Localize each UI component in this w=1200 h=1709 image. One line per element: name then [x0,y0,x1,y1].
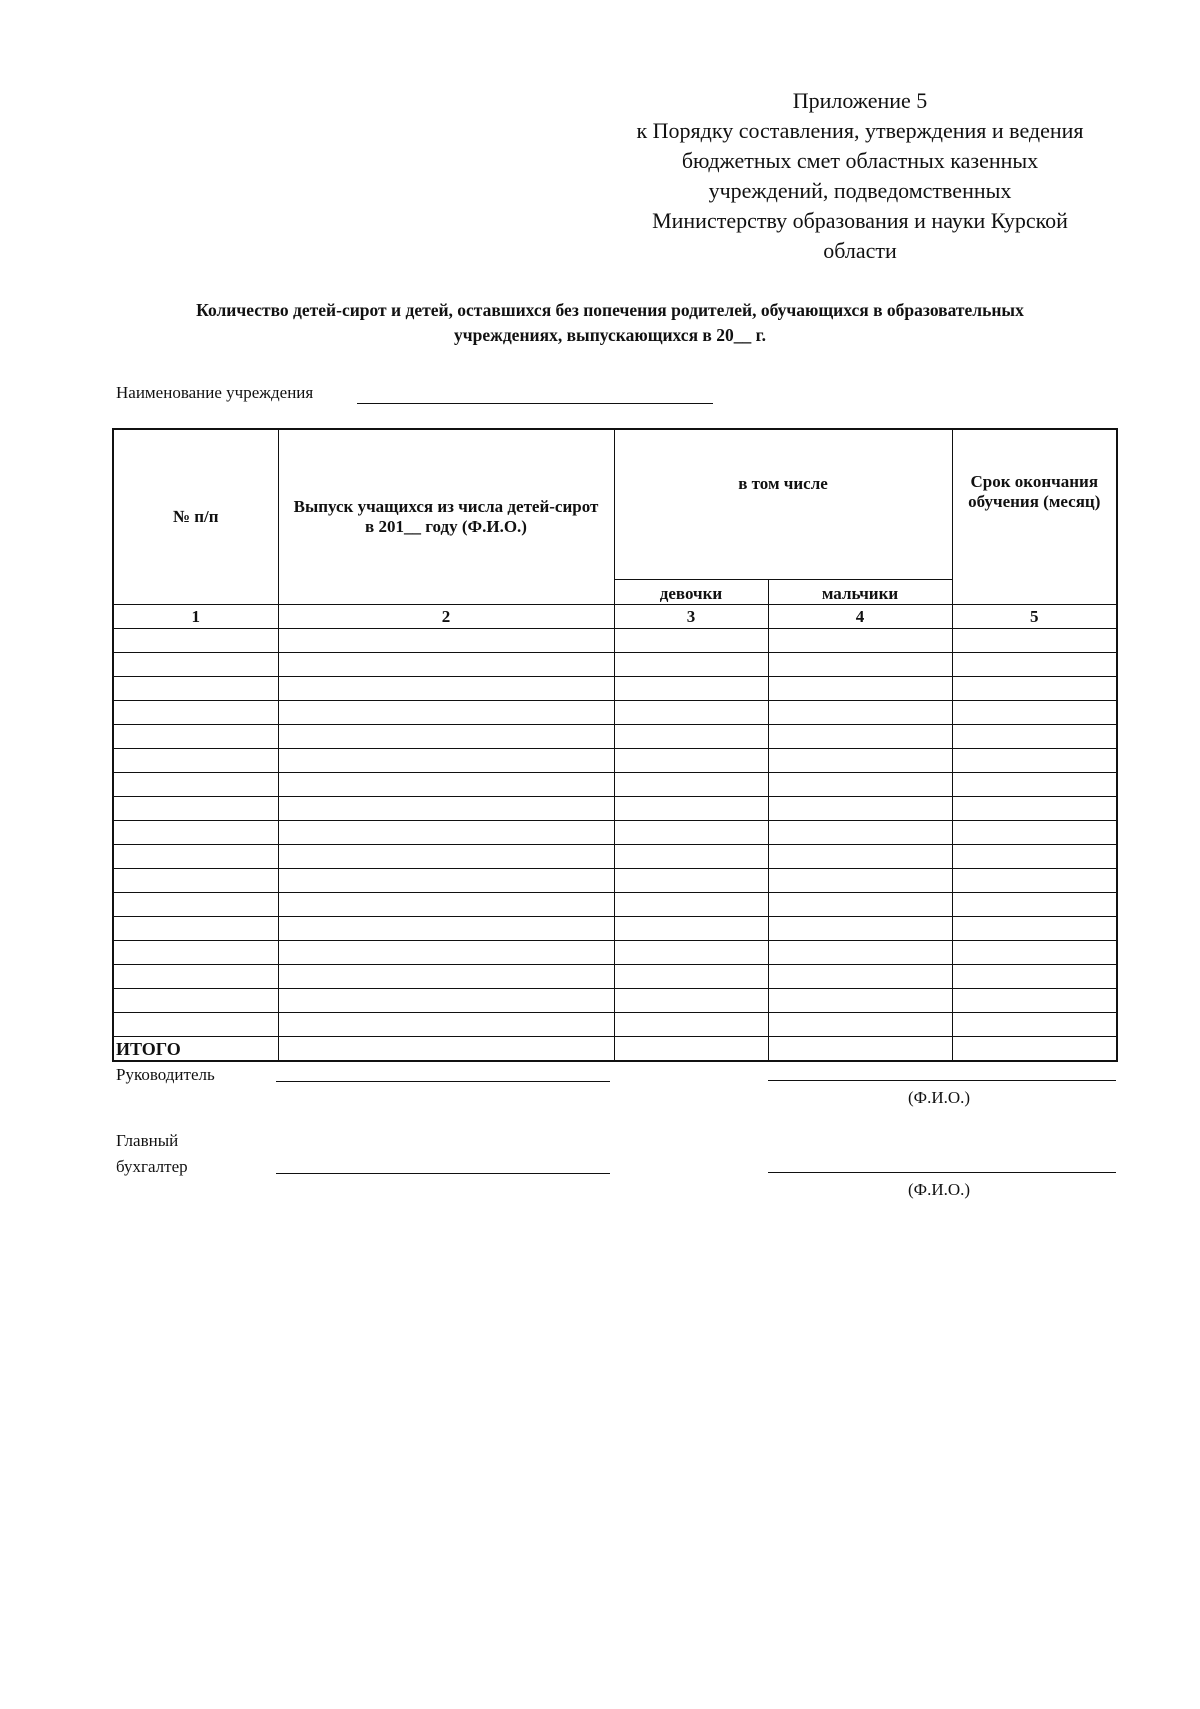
cell-graduate[interactable] [278,725,614,749]
cell-boys[interactable] [768,893,952,917]
header-graduates: Выпуск учащихся из числа детей-сирот в 201__ году (Ф.И.О.) [278,429,614,605]
cell-graduate[interactable] [278,917,614,941]
cell-girls[interactable] [614,1013,768,1037]
table-row [113,965,1117,989]
header-term: Срок окончания обучения (месяц) [952,429,1117,605]
appendix-line: учреждений, подведомственных [708,178,1012,203]
table-row [113,821,1117,845]
cell-girls[interactable] [614,869,768,893]
cell-boys[interactable] [768,917,952,941]
cell-girls[interactable] [614,941,768,965]
cell-graduate[interactable] [278,653,614,677]
cell-girls[interactable] [614,773,768,797]
cell-num[interactable] [113,701,278,725]
total-term[interactable] [952,1037,1117,1062]
cell-boys[interactable] [768,677,952,701]
column-number: 1 [113,605,278,629]
appendix-line: к Порядку составления, утверждения и ведения [636,118,1084,143]
table-row [113,653,1117,677]
cell-num[interactable] [113,749,278,773]
table-row [113,989,1117,1013]
cell-girls[interactable] [614,845,768,869]
total-row [113,1037,1117,1062]
cell-term[interactable] [952,965,1117,989]
table-row [113,725,1117,749]
document-title [120,298,1100,348]
cell-graduate[interactable] [278,749,614,773]
cell-graduate[interactable] [278,701,614,725]
cell-boys[interactable] [768,653,952,677]
cell-boys[interactable] [768,989,952,1013]
document-title-line-2: учреждениях, выпускающихся в 20__ г. [454,325,766,345]
cell-num[interactable] [113,629,278,653]
cell-term[interactable] [952,749,1117,773]
cell-term[interactable] [952,989,1117,1013]
cell-term[interactable] [952,845,1117,869]
cell-graduate[interactable] [278,845,614,869]
table-row [113,1013,1117,1037]
column-number: 2 [278,605,614,629]
cell-boys[interactable] [768,749,952,773]
header-including: в том числе [614,429,952,580]
column-number: 5 [952,605,1117,629]
table-row [113,629,1117,653]
cell-term[interactable] [952,941,1117,965]
header-girls: девочки [614,580,768,605]
cell-graduate[interactable] [278,965,614,989]
cell-boys[interactable] [768,1013,952,1037]
cell-num[interactable] [113,917,278,941]
total-girls[interactable] [614,1037,768,1062]
cell-boys[interactable] [768,821,952,845]
cell-graduate[interactable] [278,677,614,701]
cell-graduate[interactable] [278,773,614,797]
cell-num[interactable] [113,725,278,749]
institution-label: Наименование учреждения [116,383,314,402]
appendix-header [600,86,1120,266]
cell-boys[interactable] [768,725,952,749]
total-boys[interactable] [768,1037,952,1062]
table-row [113,917,1117,941]
cell-num[interactable] [113,869,278,893]
table-row [113,869,1117,893]
head-signature-line[interactable] [276,1081,610,1082]
cell-term[interactable] [952,797,1117,821]
cell-term[interactable] [952,893,1117,917]
head-label: Руководитель [116,1065,215,1084]
cell-girls[interactable] [614,989,768,1013]
cell-graduate[interactable] [278,797,614,821]
institution-name-field[interactable] [357,403,713,404]
appendix-line: Приложение 5 [792,88,928,113]
table-row [113,941,1117,965]
cell-num[interactable] [113,797,278,821]
table-row [113,797,1117,821]
head-fio-caption: (Ф.И.О.) [908,1088,971,1107]
accountant-label-line-2: бухгалтер [116,1157,188,1176]
cell-num[interactable] [113,1013,278,1037]
cell-girls[interactable] [614,917,768,941]
cell-num[interactable] [113,773,278,797]
cell-girls[interactable] [614,701,768,725]
cell-term[interactable] [952,821,1117,845]
cell-boys[interactable] [768,845,952,869]
cell-boys[interactable] [768,773,952,797]
cell-term[interactable] [952,629,1117,653]
cell-boys[interactable] [768,701,952,725]
cell-num[interactable] [113,821,278,845]
table-row [113,701,1117,725]
cell-girls[interactable] [614,893,768,917]
header-boys: мальчики [768,580,952,605]
cell-term[interactable] [952,701,1117,725]
cell-num[interactable] [113,965,278,989]
total-graduate[interactable] [278,1037,614,1062]
cell-girls[interactable] [614,653,768,677]
cell-graduate[interactable] [278,869,614,893]
cell-boys[interactable] [768,869,952,893]
accountant-label-line-1: Главный [116,1131,179,1150]
cell-term[interactable] [952,677,1117,701]
cell-graduate[interactable] [278,821,614,845]
table-row [113,845,1117,869]
cell-graduate[interactable] [278,989,614,1013]
cell-girls[interactable] [614,797,768,821]
cell-term[interactable] [952,773,1117,797]
accountant-signature-line[interactable] [276,1173,610,1174]
cell-girls[interactable] [614,965,768,989]
table-row [113,893,1117,917]
accountant-name-line[interactable] [768,1172,1116,1173]
table-row [113,749,1117,773]
cell-graduate[interactable] [278,629,614,653]
graduates-table [112,428,1118,1062]
cell-num[interactable] [113,893,278,917]
cell-num[interactable] [113,677,278,701]
cell-girls[interactable] [614,821,768,845]
column-number: 3 [614,605,768,629]
header-num: № п/п [113,429,278,605]
total-label: ИТОГО [113,1037,278,1062]
table-row [113,773,1117,797]
cell-girls[interactable] [614,677,768,701]
cell-term[interactable] [952,725,1117,749]
cell-boys[interactable] [768,941,952,965]
appendix-line: бюджетных смет областных казенных [681,148,1039,173]
cell-term[interactable] [952,1013,1117,1037]
cell-num[interactable] [113,941,278,965]
cell-term[interactable] [952,869,1117,893]
table-row [113,677,1117,701]
cell-girls[interactable] [614,725,768,749]
appendix-line: области [823,238,897,263]
cell-num[interactable] [113,653,278,677]
cell-boys[interactable] [768,797,952,821]
column-number: 4 [768,605,952,629]
document-title-line-1: Количество детей-сирот и детей, оставшихся без попечения родителей, обучающихся в образовательных [196,300,1024,320]
cell-boys[interactable] [768,629,952,653]
cell-graduate[interactable] [278,893,614,917]
accountant-fio-caption: (Ф.И.О.) [908,1180,971,1199]
appendix-line: Министерству образования и науки Курской [652,208,1068,233]
cell-boys[interactable] [768,965,952,989]
cell-girls[interactable] [614,629,768,653]
cell-num[interactable] [113,845,278,869]
cell-graduate[interactable] [278,1013,614,1037]
cell-graduate[interactable] [278,941,614,965]
cell-term[interactable] [952,653,1117,677]
head-name-line[interactable] [768,1080,1116,1081]
cell-girls[interactable] [614,749,768,773]
cell-num[interactable] [113,989,278,1013]
cell-term[interactable] [952,917,1117,941]
